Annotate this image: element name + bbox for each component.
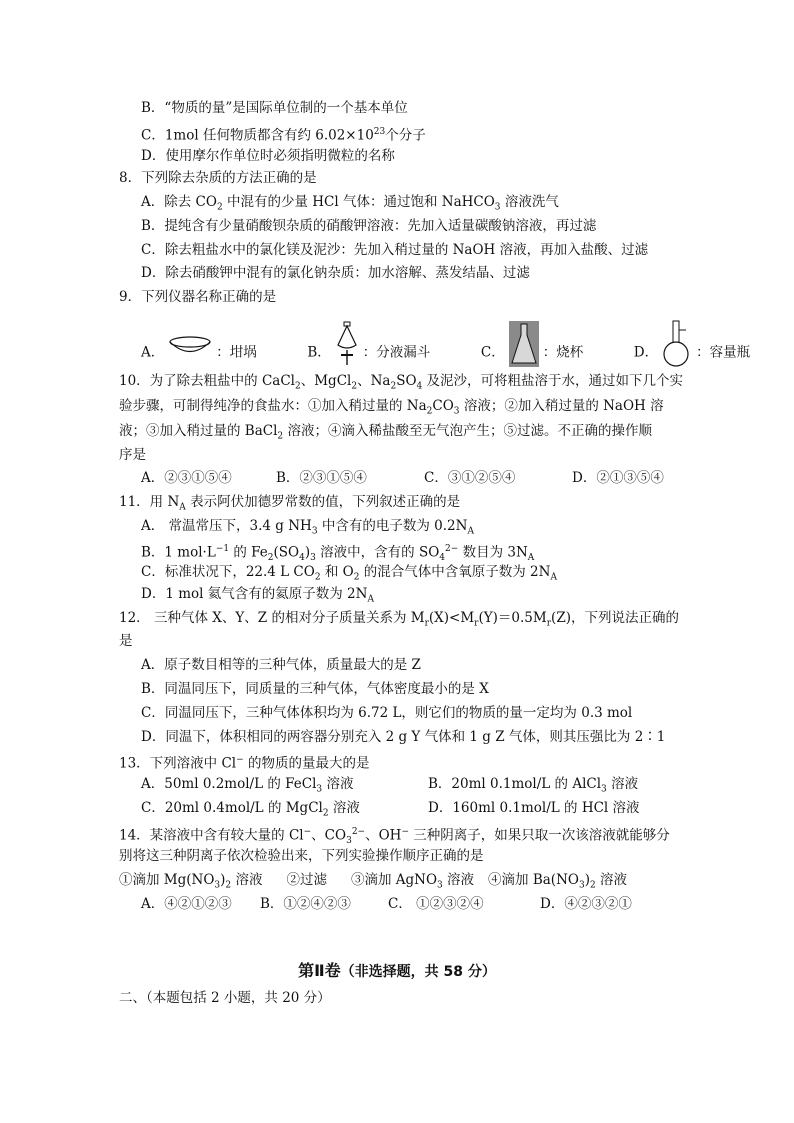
text: 表示阿伏加德罗常数的值，下列叙述正确的是 [185, 494, 461, 510]
text: A．50ml 0.2mol/L 的 FeCl [141, 776, 317, 792]
text: 三种阴离子，如果只取一次该溶液就能够分 [408, 827, 670, 844]
sub: 4 [416, 381, 423, 392]
text: 溶液 [595, 872, 628, 888]
text: 10．为了除去粗盐中的 CaCl [119, 373, 295, 389]
q14-step3 [350, 872, 475, 891]
text: (Y)＝0.5M [478, 610, 547, 626]
q11-stem [119, 493, 460, 517]
sub: 2 [267, 553, 274, 564]
sub: A [527, 553, 535, 564]
text: SO [396, 373, 417, 389]
q10-option-c: C．③①②⑤④ [424, 470, 516, 486]
sub: 2 [351, 381, 358, 392]
sub: 3 [311, 526, 318, 537]
text: 12． 三种气体 X、Y、Z 的相对分子质量关系为 M [119, 610, 425, 626]
text: 验步骤，可制得纯净的食盐水：①加入稍过量的 Na [119, 398, 427, 414]
sub: A [467, 526, 474, 537]
section-heading [0, 958, 794, 981]
q9-a-label: ：坩埚 [216, 344, 257, 361]
sub: r [474, 618, 479, 629]
text: ④滴加 Ba(NO [488, 872, 579, 888]
part2-heading: 二、（本题包括 2 小题，共 20 分） [119, 990, 331, 1006]
text: 数目为 3N [458, 544, 528, 561]
sup: −1 [215, 544, 230, 554]
text: 液；③加入稍过量的 BaCl [119, 423, 278, 439]
text: 13．下列溶液中 Cl [119, 755, 237, 772]
text: A． 常温常压下，3.4 g NH [141, 518, 312, 534]
q9-b-letter: B． [307, 344, 331, 361]
q7-option-b: B．“物质的量”是国际单位制的一个基本单位 [141, 100, 408, 116]
sup: 2− [351, 827, 366, 837]
q14-option-d: D．④②③②① [540, 896, 632, 912]
sub: r [424, 618, 429, 629]
sub: A [367, 594, 374, 605]
sup: 23 [373, 127, 386, 137]
q13-option-b [428, 775, 638, 799]
text: 、CO [311, 827, 347, 844]
sub: 3 [346, 836, 352, 847]
sub: r [546, 618, 552, 629]
text: 溶液洗气 [500, 194, 559, 210]
text: 溶液中，含有的 SO [315, 544, 440, 561]
text: 11．用 N [119, 494, 180, 510]
q8-stem: 8．下列除去杂质的方法正确的是 [119, 170, 317, 186]
q11-option-d [141, 585, 374, 609]
sub: 2 [322, 808, 329, 819]
text: ) [584, 872, 590, 888]
q8-option-b: B．提纯含有少量硝酸钡杂质的硝酸钾溶液：先加入适量碳酸钠溶液，再过滤 [141, 218, 597, 234]
q8-option-a [141, 193, 559, 217]
text: C．1mol 任何物质都含有约 6.02×10 [141, 127, 374, 144]
q14-line2: 别将这三种阴离子依次检验出来，下列实验操作顺序正确的是 [119, 848, 484, 864]
q11-option-c [141, 563, 557, 587]
q10-line4: 序是 [119, 447, 146, 463]
q9-c-label: ：烧杯 [542, 344, 584, 361]
q9-options [141, 320, 750, 364]
q12-option-a: A．原子数目相等的三种气体，质量最大的是 Z [141, 657, 421, 673]
q8-option-c: C．除去粗盐水中的氯化镁及泥沙：先加入稍过量的 NaOH 溶液，再加入盐酸、过滤 [141, 242, 649, 258]
sup: − [303, 827, 312, 837]
q8-option-d: D．除去硝酸钾中混有的氯化钠杂质：加水溶解、蒸发结晶、过滤 [141, 265, 530, 281]
text: 溶液 [606, 776, 639, 792]
q9-d-label: ：容量瓶 [696, 344, 751, 361]
text: 、MgCl [300, 373, 352, 389]
text: (Z)，下列说法正确的 [551, 610, 679, 626]
sub: 3 [437, 880, 443, 891]
sub: A [179, 502, 186, 513]
text: 中混有的少量 HCl 气体：通过饱和 NaHCO [222, 194, 495, 210]
text: B．1 mol·L [141, 544, 216, 561]
text: 、OH [365, 827, 402, 844]
q14-option-a: A．④②①②③ [141, 896, 232, 912]
sup: − [401, 827, 409, 837]
q10-option-a: A．②③①⑤④ [141, 470, 232, 486]
text: 、Na [357, 373, 391, 389]
section-title: 第Ⅱ卷 [298, 961, 341, 980]
q14-option-b: B．①②④②③ [260, 896, 351, 912]
text: ) [220, 872, 226, 888]
text: 溶液；④滴入稀盐酸至无气泡产生；⑤过滤。不正确的操作顺 [283, 423, 652, 439]
text: 14．某溶液中含有较大量的 Cl [119, 827, 304, 844]
text: C．标准状况下，22.4 L CO [141, 564, 315, 580]
q9-stem: 9．下列仪器名称正确的是 [119, 289, 277, 305]
sup: − [236, 755, 244, 765]
q7-option-c [141, 123, 426, 145]
q10-line2 [119, 397, 664, 421]
q12-line2: 是 [119, 633, 133, 649]
q13-option-a [141, 775, 353, 799]
text: 溶液 [322, 776, 354, 792]
text: A．除去 CO [141, 194, 217, 210]
text: 溶液 [442, 872, 475, 888]
q13-stem [119, 751, 369, 773]
sub: 2 [353, 572, 360, 583]
text: 和 O [320, 564, 354, 580]
sub: 2 [295, 381, 301, 392]
text: C．20ml 0.4mol/L 的 MgCl [141, 800, 323, 816]
sub: 2 [589, 880, 596, 891]
sub: 3 [578, 880, 585, 891]
sub: 2 [225, 880, 232, 891]
q14-option-c: C． ①②③②④ [388, 896, 484, 912]
q14-step2: ②过滤 [286, 872, 327, 888]
sub: 2 [426, 406, 433, 417]
q13-option-c [141, 799, 360, 823]
text: (SO [273, 544, 300, 561]
sub: 3 [214, 880, 221, 891]
text: 中含有的电子数为 0.2N [317, 518, 468, 534]
section-subtitle: （非选择题，共 58 分） [340, 964, 496, 980]
sub: 3 [601, 784, 607, 795]
text: 的物质的量最大的是 [243, 755, 370, 772]
sup: 2− [445, 544, 459, 554]
sub: 4 [299, 553, 305, 564]
text: 溶液 [231, 872, 263, 888]
q14-steps [119, 871, 627, 895]
text: (X)<M [428, 610, 475, 626]
sub: 2 [314, 572, 321, 583]
q12-option-d: D．同温下，体积相同的两容器分别充入 2 g Y 气体和 1 g Z 气体，则其压强比为 2∶1 [141, 729, 666, 745]
sub: 3 [316, 784, 323, 795]
sub: 3 [310, 553, 316, 564]
text: D．1 mol 氦气含有的氦原子数为 2N [141, 586, 368, 602]
q9-c-letter: C． [480, 344, 505, 361]
text: 溶液 [328, 800, 360, 816]
q12-option-c: C．同温同压下，三种气体体积均为 6.72 L，则它们的物质的量一定均为 0.3 mol [141, 705, 633, 721]
q11-option-a [141, 517, 474, 541]
sub: 4 [439, 553, 446, 564]
sub: A [550, 572, 557, 583]
q7-option-d: D．使用摩尔作单位时必须指明微粒的名称 [141, 148, 395, 164]
q10-option-b: B．②③①⑤④ [276, 470, 367, 486]
text: 及泥沙，可将粗盐溶于水，通过如下几个实 [422, 373, 684, 389]
sub: 2 [277, 431, 284, 442]
q10-line3 [119, 422, 652, 446]
q12-line1 [119, 609, 679, 633]
text: B．20ml 0.1mol/L 的 AlCl [428, 776, 602, 792]
sub: 2 [216, 202, 223, 213]
text: 的混合气体中含氧原子数为 2N [359, 564, 551, 580]
sub: 2 [390, 381, 397, 392]
q10-line1 [119, 372, 683, 396]
q9-d-letter: D． [633, 344, 659, 361]
q10-option-d: D．②①③⑤④ [572, 470, 664, 486]
q12-option-b: B．同温同压下，同质量的三种气体，气体密度最小的是 X [141, 681, 489, 697]
text: CO [432, 398, 454, 414]
q9-b-label: ：分液漏斗 [362, 344, 431, 361]
text: 的 Fe [229, 544, 268, 561]
q14-step1 [119, 872, 263, 891]
text: ) [304, 544, 311, 561]
text: 溶液；②加入稍过量的 NaOH 溶 [459, 398, 664, 414]
sub: 3 [494, 202, 501, 213]
text: ①滴加 Mg(NO [119, 872, 215, 888]
crucible-image [168, 331, 212, 375]
q14-step4 [488, 872, 628, 891]
text: 个分子 [385, 127, 426, 144]
q9-a-letter: A． [141, 344, 165, 361]
text: ③滴加 AgNO [350, 872, 438, 888]
q13-option-d: D．160ml 0.1mol/L 的 HCl 溶液 [428, 800, 640, 816]
sub: 3 [453, 406, 460, 417]
